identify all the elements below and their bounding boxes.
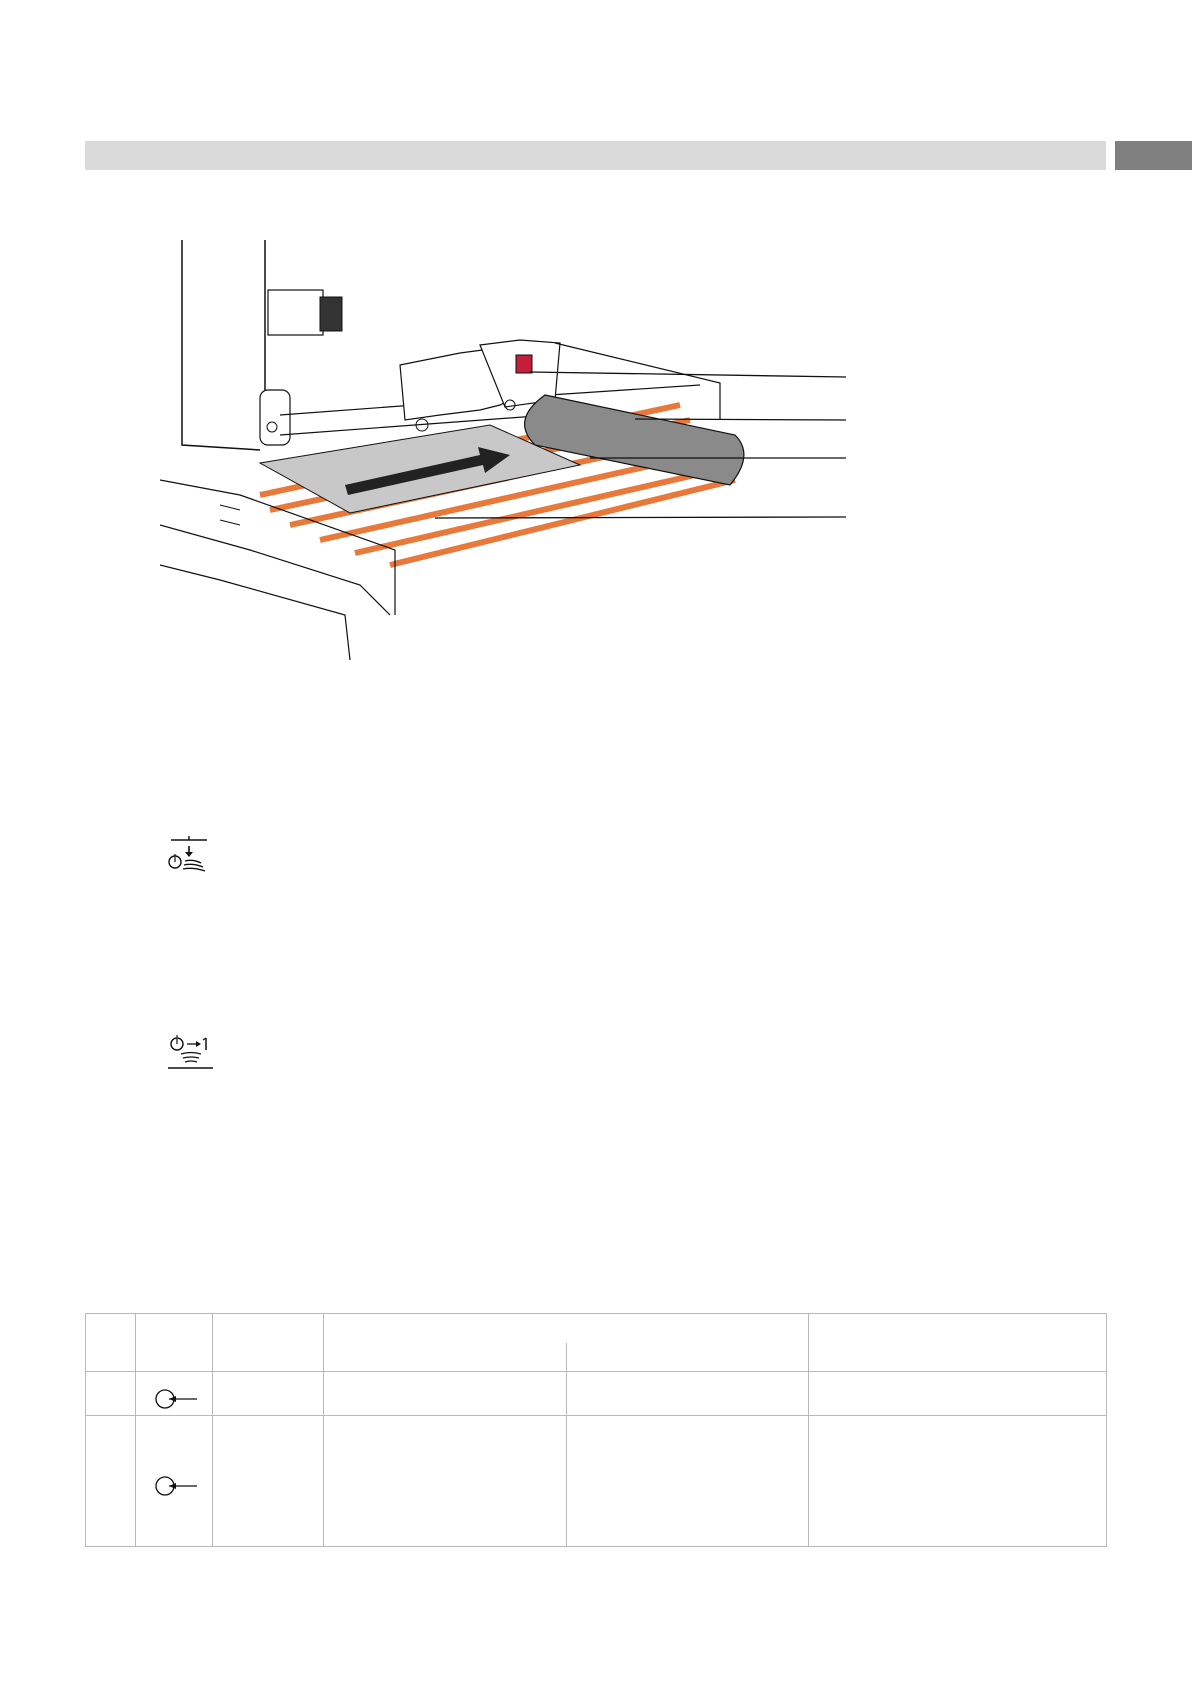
section-header-bar xyxy=(85,141,1106,170)
table-header-cell xyxy=(86,1314,136,1372)
column-divider xyxy=(566,1343,567,1371)
apply-first-label-icon xyxy=(167,1034,217,1074)
table-header-row xyxy=(86,1314,1107,1372)
table-header-cell xyxy=(136,1314,213,1372)
table-cell xyxy=(324,1416,567,1547)
table-header-cell xyxy=(809,1314,1107,1372)
sensor-arrow-icon xyxy=(149,1387,199,1411)
table-cell xyxy=(86,1416,136,1547)
table-cell xyxy=(213,1416,324,1547)
table-cell xyxy=(809,1372,1107,1416)
status-table xyxy=(85,1313,1107,1547)
table-cell xyxy=(809,1416,1107,1547)
table-row xyxy=(86,1372,1107,1416)
sensor-arrow-icon xyxy=(149,1474,199,1498)
applicator-down-blow-icon xyxy=(167,836,217,876)
table-cell xyxy=(136,1372,213,1416)
chapter-tab xyxy=(1115,141,1192,170)
table-row xyxy=(86,1416,1107,1547)
applicator-illustration xyxy=(160,235,860,665)
table-cell xyxy=(567,1416,809,1547)
table-cell xyxy=(136,1416,213,1547)
table-cell xyxy=(324,1372,567,1416)
table-cell xyxy=(86,1372,136,1416)
table-header-cell xyxy=(324,1314,809,1372)
table-cell xyxy=(213,1372,324,1416)
table-header-cell xyxy=(213,1314,324,1372)
table-cell xyxy=(567,1372,809,1416)
